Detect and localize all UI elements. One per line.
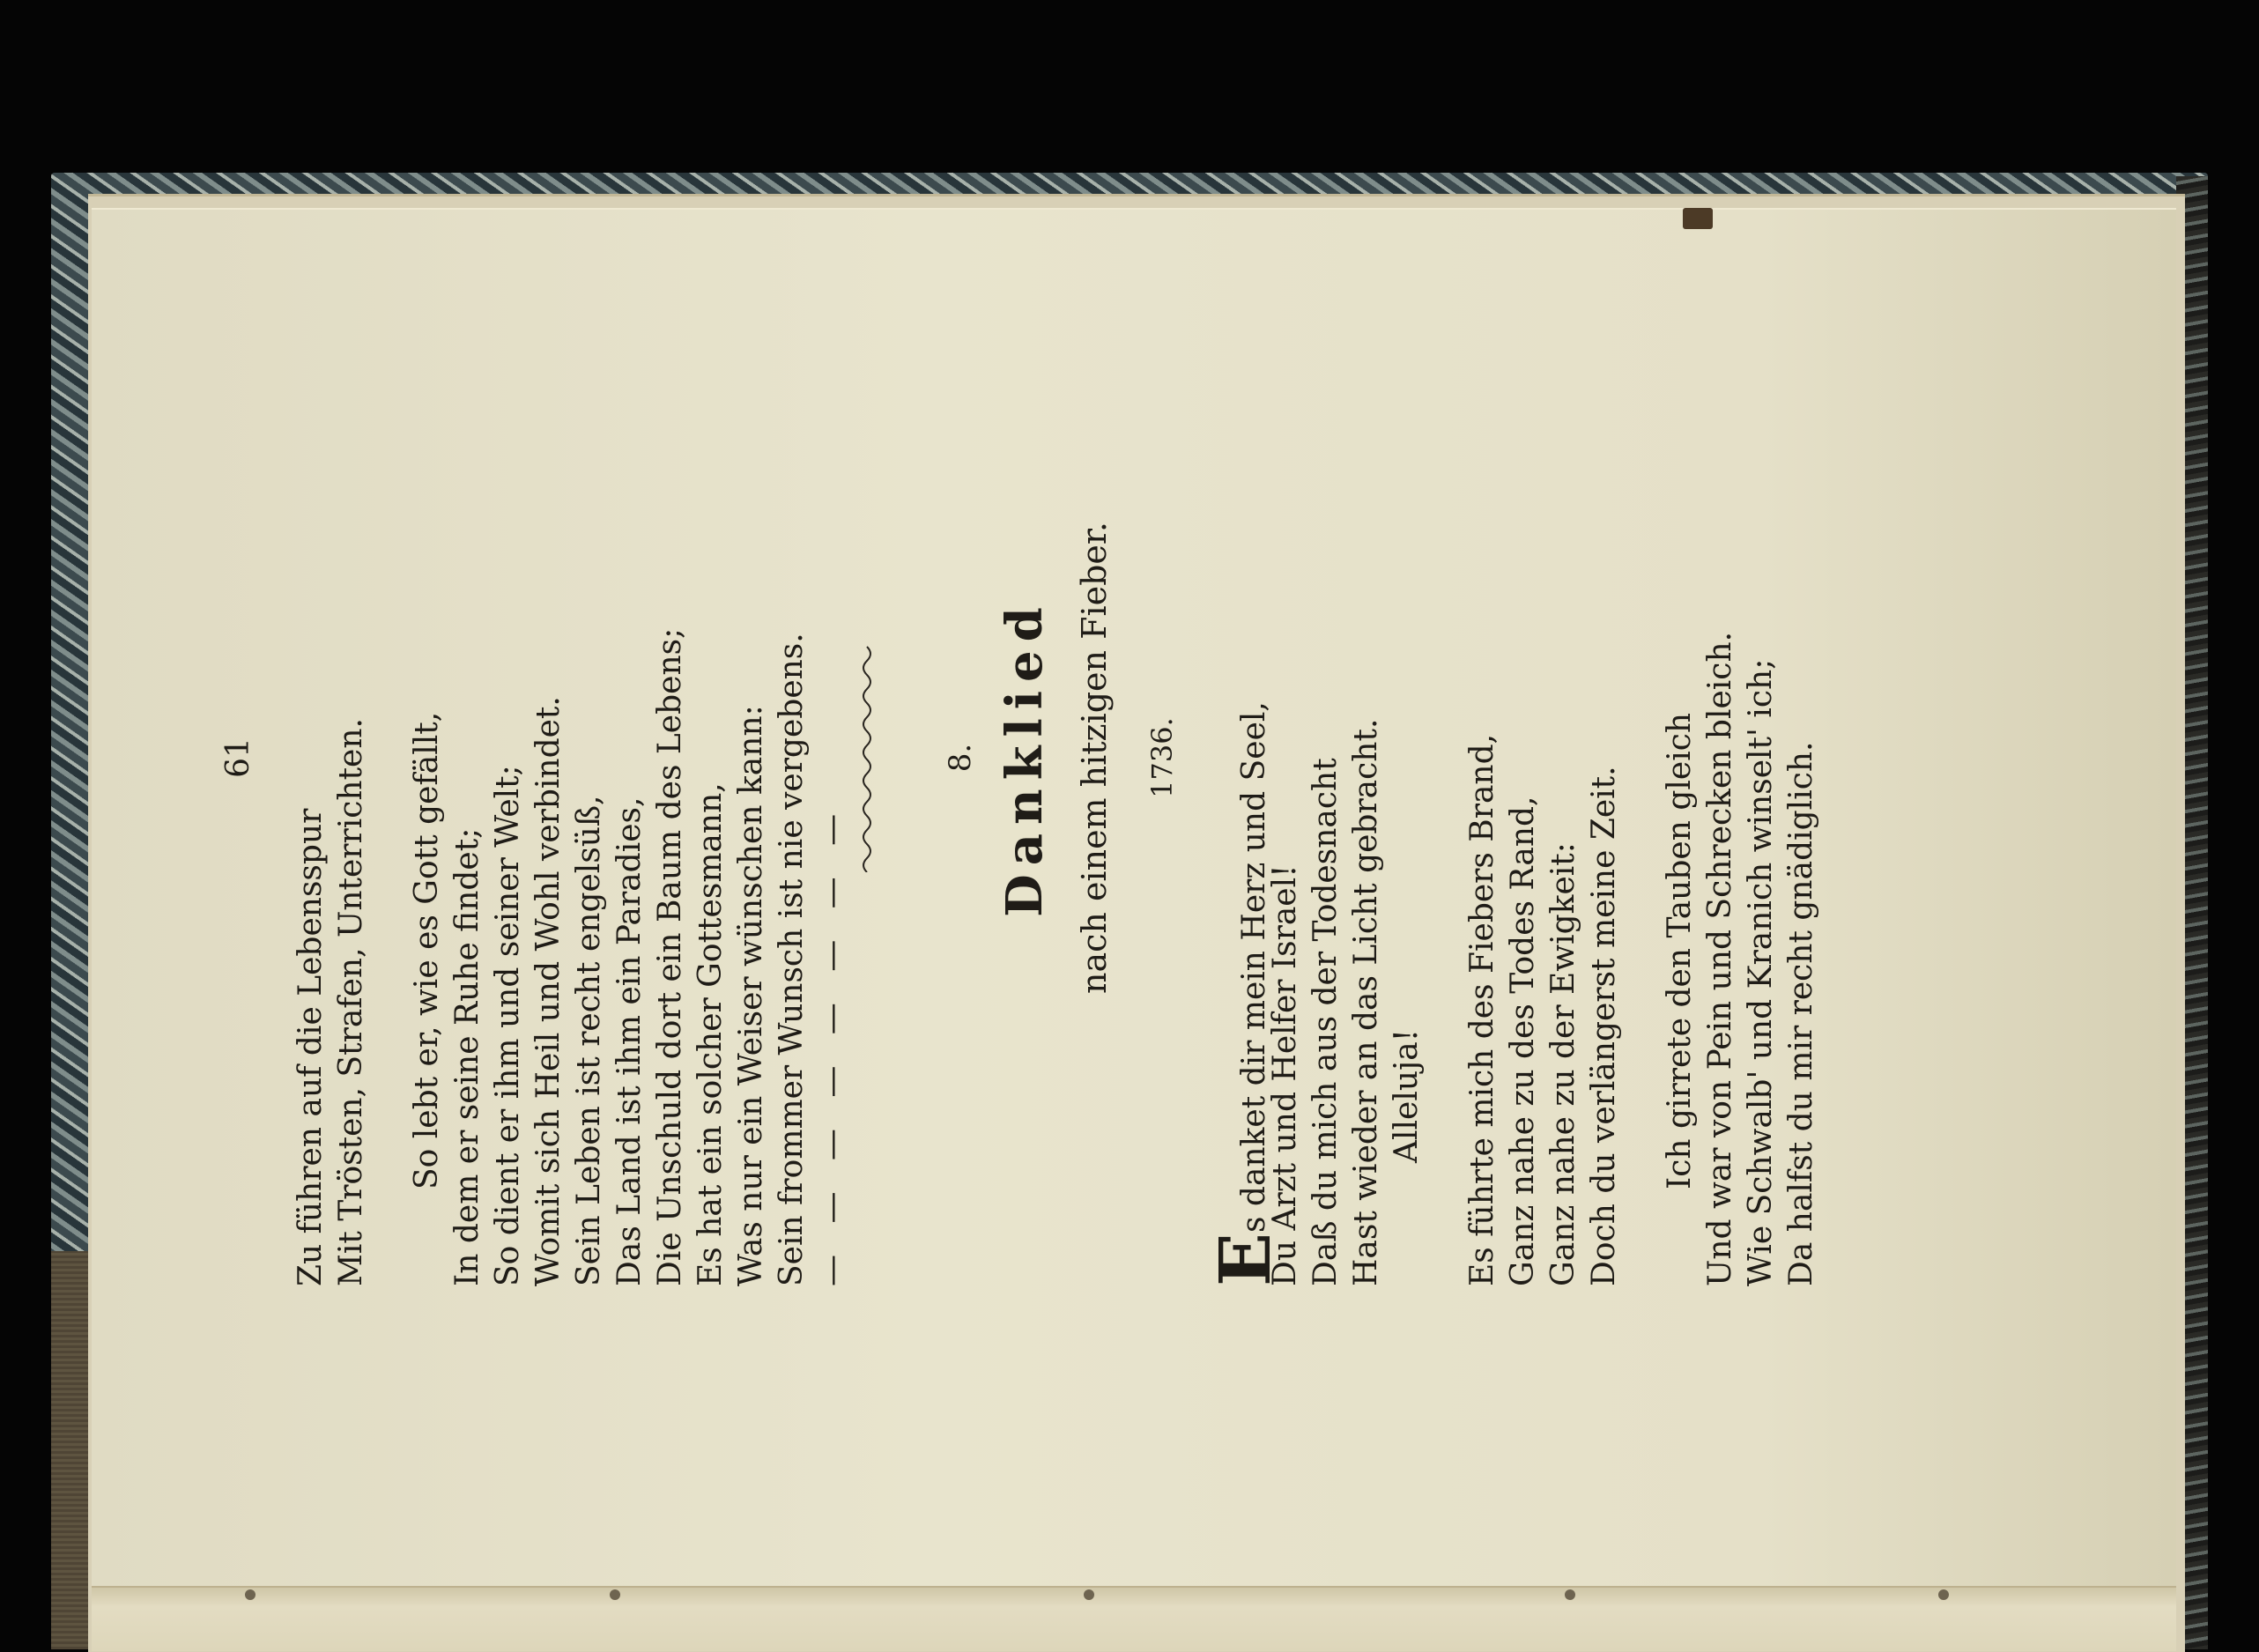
drop-initial: E <box>1204 1233 1286 1286</box>
poem-body <box>1204 631 1822 1286</box>
poem-title: Danklied <box>996 598 1054 917</box>
verse-line: Ich girrete den Tauben gleich <box>1662 712 1698 1189</box>
binding-stitch <box>245 1589 256 1600</box>
binding-stitch <box>1084 1589 1094 1600</box>
binding-stitch <box>610 1589 620 1600</box>
verse-line: Sein frommer Wunsch ist nie vergebens. <box>774 633 810 1286</box>
section-number: 8. <box>943 743 978 773</box>
poem-continuation <box>291 628 853 1286</box>
binding-stitch <box>1938 1589 1949 1600</box>
verse-line: Daß du mich aus der Todesnacht <box>1307 758 1344 1286</box>
verse-line: Ganz nahe zu des Todes Rand, <box>1505 796 1541 1286</box>
verse-line: Es hat ein solcher Gottesmann, <box>693 782 729 1286</box>
verse-line: Zu führen auf die Lebensspur <box>293 808 329 1286</box>
verse-line: Womit sich Heil und Wohl verbindet. <box>530 696 567 1286</box>
verse-line: Da halfst du mir recht gnädiglich. <box>1783 741 1819 1286</box>
wavy-rule <box>858 643 876 872</box>
poem-subtitle: nach einem hitzigen Fieber. <box>1075 522 1114 995</box>
verse-line: Du Arzt und Helfer Israel! <box>1267 864 1303 1286</box>
refrain: Alleluja! <box>1389 1028 1425 1163</box>
bookmark-tab <box>1683 208 1713 229</box>
verse-line: Hast wieder an das Licht gebracht. <box>1348 718 1384 1286</box>
verse-line: Mit Trösten, Strafen, Unterrichten. <box>333 718 369 1286</box>
page-gutter <box>92 1586 2176 1651</box>
verse-line: Und war von Pein und Schrecken bleich. <box>1702 631 1738 1286</box>
verse-line: Ganz nahe zu der Ewigkeit: <box>1545 842 1581 1286</box>
verse-line: Was nur ein Weiser wünschen kann: <box>733 705 769 1286</box>
dash-separator: — — — — — — — — <box>814 803 850 1286</box>
verse-line: Sein Leben ist recht engelsüß, <box>571 795 607 1286</box>
verse-line: So lebt er, wie es Gott gefällt, <box>409 711 445 1189</box>
verse-line: Es danket dir mein Herz und Seel, <box>1204 701 1286 1286</box>
binding-stitch <box>1565 1589 1575 1600</box>
verse-line: Die Unschuld dort ein Baum des Lebens; <box>652 627 688 1286</box>
page-number: 61 <box>220 737 256 778</box>
verse-line: So dient er ihm und seiner Welt; <box>490 765 526 1286</box>
verse-line: Doch du verlängerst meine Zeit. <box>1586 766 1622 1286</box>
verse-line: Das Land ist ihm ein Paradies, <box>611 796 648 1286</box>
verse-line: Wie Schwalb' und Kranich winselt' ich; <box>1743 658 1779 1286</box>
page-text <box>220 229 1982 1286</box>
poem-year: 1736. <box>1145 717 1179 798</box>
verse-line: Es führte mich des Fiebers Brand, <box>1464 733 1500 1286</box>
verse-line: In dem er seine Ruhe findet; <box>449 827 485 1286</box>
